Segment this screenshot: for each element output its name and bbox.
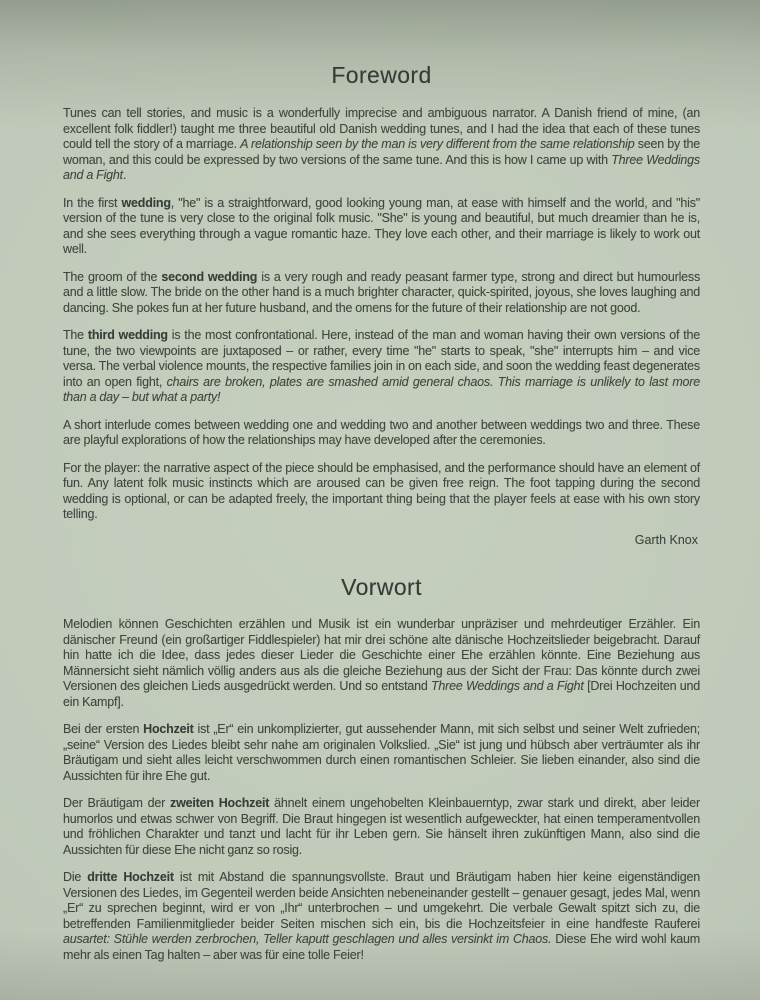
vorwort-paragraph-1: Melodien können Geschichten erzählen und Musik ist ein wunderbar unpräziser und mehrdeutiger Erzähler. Ein dänischer Freund (ein großartiger Fiddlespieler) hat mir drei schöne alte dänische Hochzeitslieder beigebracht. Darauf hin hatte ich die Idee, dass jedes dieser Lieder die Geschichte einer Ehe erzählen könnte. Eine Beziehung aus Männersicht sieht nämlich völlig anders aus als die gleiche Beziehung aus der Sicht der Frau: Das könnte durch zwei Versionen des gleichen Lieds ausgedrückt werden. Und so entstand Three Weddings and a Fight [Drei Hochzeiten und ein Kampf].	[63, 617, 700, 709]
vorwort-paragraph-4: Die dritte Hochzeit ist mit Abstand die spannungsvollste. Braut und Bräutigam haben hier keine eigenständigen Versionen des Liedes, im Gegenteil werden beide Ansichten nebeneinander gestellt – genauer gesagt, jedes Mal, wenn „Er“ zu sprechen beginnt, wird er von „Ihr“ unterbrochen – und umgekehrt. Die verbale Gewalt spitzt sich zu, die betreffenden Familienmitglieder beider Seiten mischen sich ein, bis die Hochzeitsfeier in eine handfeste Rauferei ausartet: Stühle werden zerbrochen, Teller kaputt geschlagen und alles versinkt im Chaos. Diese Ehe wird wohl kaum mehr als einen Tag halten – aber was für eine tolle Feier!	[63, 870, 700, 962]
author-signature: Garth Knox	[634, 532, 698, 547]
foreword-paragraph-1: Tunes can tell stories, and music is a wonderfully imprecise and ambiguous narrator. A Danish friend of mine, (an excellent folk fiddler!) taught me three beautiful old Danish wedding tunes, and I had the idea that each of these tunes could tell the story of a marriage. A relationship seen by the man is very different from the same relationship seen by the woman, and this could be expressed by two versions of the same tune. And this is how I came up with Three Weddings and a Fight.	[63, 106, 700, 182]
vorwort-title: Vorwort	[341, 574, 422, 600]
foreword-paragraph-4: The third wedding is the most confrontational. Here, instead of the man and woman having their own versions of the tune, the two viewpoints are juxtaposed – or rather, every time "he" starts to speak, "she" interrupts him – and vice versa. The verbal violence mounts, the respective families join in on each side, and soon the wedding feast degenerates into an open fight, chairs are broken, plates are smashed amid general chaos. This marriage is unlikely to last more than a day – but what a party!	[63, 328, 700, 404]
page-text-column	[63, 0, 700, 975]
vorwort-paragraph-3: Der Bräutigam der zweiten Hochzeit ähnelt einem ungehobelten Kleinbauerntyp, zwar stark und direkt, aber leider humorlos und etwas schwer von Begriff. Die Braut hingegen ist wesentlich aufgeweckter, hat einen temperamentvollen und fröhlichen Charakter und tanzt und lacht für ihr Leben gern. Sie hänselt ihren zukünftigen Mann, also sind die Aussichten für diese Ehe nicht ganz so rosig.	[63, 796, 700, 857]
foreword-title: Foreword	[331, 62, 432, 88]
foreword-section	[63, 62, 700, 548]
foreword-paragraph-6: For the player: the narrative aspect of the piece should be emphasised, and the performance should have an element of fun. Any latent folk music instincts which are aroused can be given free reign. The foot tapping during the second wedding is optional, or can be adapted freely, the important thing being that the player feels at ease with his own story telling.	[63, 460, 700, 521]
foreword-paragraph-2: In the first wedding, "he" is a straightforward, good looking young man, at ease with himself and the world, and "his" version of the tune is very close to the original folk music. "She" is young and beautiful, but much dreamier than he is, and she sees everything through a vague romantic haze. They love each other, and their marriage is likely to work out well.	[63, 195, 701, 256]
vorwort-paragraph-2: Bei der ersten Hochzeit ist „Er“ ein unkomplizierter, gut aussehender Mann, mit sich selbst und seiner Welt zufrieden; „seine“ Version des Liedes bleibt sehr nahe am originalen Volkslied. „Sie“ ist jung und hübsch aber verträumter als ihr Bräutigam und sieht alles leicht verschwommen durch einen romantischen Schleier. Sie lieben einander, also sind die Aussichten für ihre Ehe gut.	[63, 722, 700, 783]
foreword-paragraph-5: A short interlude comes between wedding one and wedding two and another between weddings two and three. These are playful explorations of how the relationships may have developed after the ceremonies.	[63, 417, 700, 447]
foreword-paragraph-3: The groom of the second wedding is a very rough and ready peasant farmer type, strong and direct but humourless and a little slow. The bride on the other hand is a much brighter character, quick-spirited, joyous, she loves laughing and dancing. She pokes fun at her future husband, and the omens for the future of their relationship are not good.	[63, 269, 700, 315]
vorwort-section	[63, 574, 700, 963]
